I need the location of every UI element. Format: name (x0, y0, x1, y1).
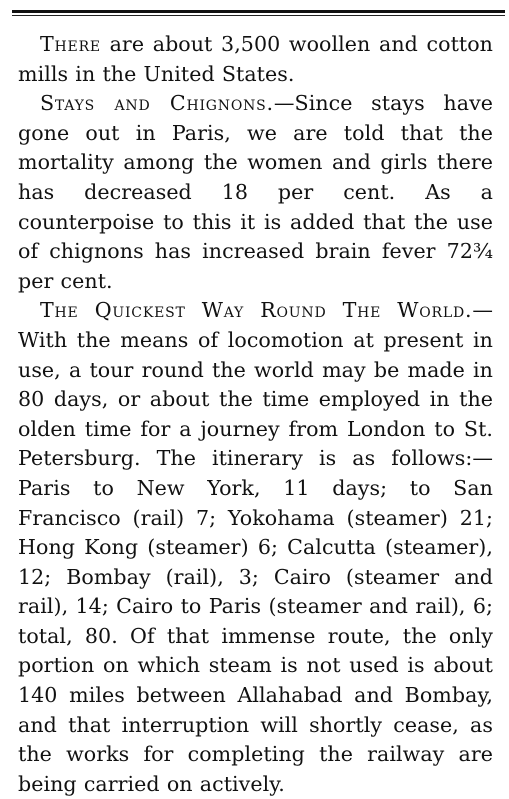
paragraph-heading: The Quickest Way Round The World. (40, 298, 473, 323)
paragraph-heading: Stays and Chignons. (40, 91, 274, 116)
article-column (18, 30, 493, 799)
paragraph-stays-and-chignons (18, 89, 493, 296)
paragraph-text: are about 3,500 woollen and cotton mills in the United States. (18, 32, 493, 86)
paragraph-text: —Since stays have gone out in Paris, we are told that the mortality among the women and girls there has decreased 18 per cent. As a counterpoise to this it is added that the use of chignons has increased brain fever 72¾ per cent. (18, 91, 493, 293)
paragraph-mills (18, 30, 493, 89)
top-rule (12, 10, 505, 13)
paragraph-quickest-way (18, 296, 493, 799)
paragraph-heading: There (40, 32, 101, 56)
paragraph-text: —With the means of locomotion at present in use, a tour round the world may be made in 80 days, or about the time employed in the olden time for a journey from London to St. Petersburg. The itinerary is as follows:—Paris to New York, 11 days; to San Francisco (rail) 7; Yokohama (steamer) 21; Hong Kong (steamer) 6; Calcutta (steamer), 12; Bombay (rail), 3; Cairo (steamer and rail), 14; Cairo to Paris (steamer and rail), 6; total, 80. Of that immense route, the only portion on which steam is not used is about 140 miles between Allahabad and Bombay, and that interruption will shortly cease, as the works for completing the railway are being carried on actively. (18, 298, 493, 796)
top-rule-thin (12, 15, 505, 16)
